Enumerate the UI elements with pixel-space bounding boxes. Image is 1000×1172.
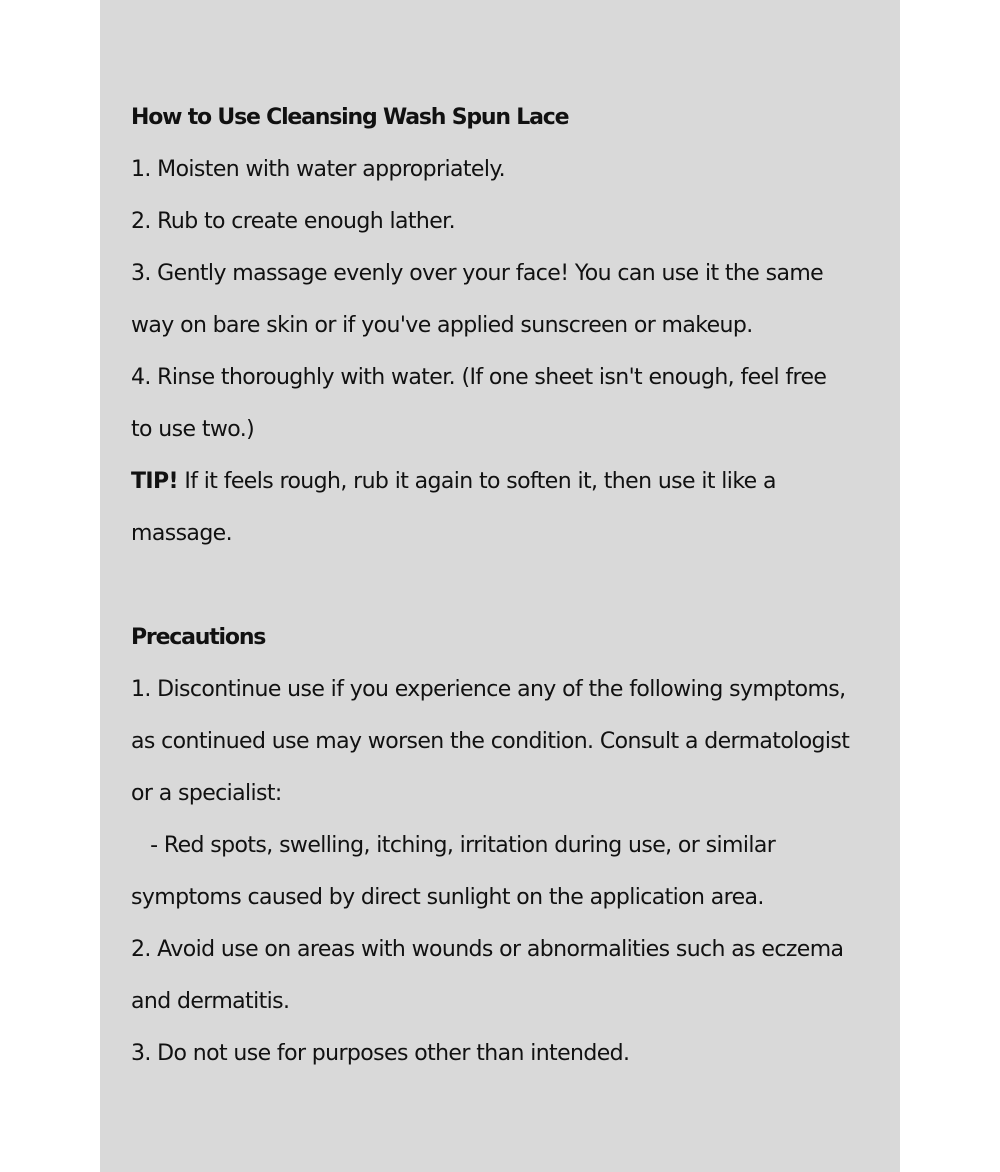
precautions-heading: Precautions [131,625,266,650]
precaution-line: and dermatitis. [131,989,290,1014]
how-to-use-step: way on bare skin or if you've applied sunscreen or makeup. [131,313,753,338]
precaution-line: 1. Discontinue use if you experience any of the following symptoms, [131,677,846,702]
tip-label: TIP! [131,469,178,494]
precaution-line: symptoms caused by direct sunlight on the application area. [131,885,764,910]
document-panel [100,0,900,1172]
precaution-line: - Red spots, swelling, itching, irritation during use, or similar [131,833,776,858]
how-to-use-step: 4. Rinse thoroughly with water. (If one sheet isn't enough, feel free [131,365,827,390]
how-to-use-step: 2. Rub to create enough lather. [131,209,455,234]
document-content [131,92,881,1080]
precaution-line: or a specialist: [131,781,282,806]
how-to-use-step: to use two.) [131,417,255,442]
tip-line [131,456,881,508]
how-to-use-step: 3. Gently massage evenly over your face! You can use it the same [131,261,824,286]
section-spacer [131,560,881,612]
tip-text: If it feels rough, rub it again to soften it, then use it like a [177,469,776,494]
precaution-line: 2. Avoid use on areas with wounds or abnormalities such as eczema [131,937,844,962]
how-to-use-heading: How to Use Cleansing Wash Spun Lace [131,105,569,130]
precaution-line: as continued use may worsen the condition. Consult a dermatologist [131,729,850,754]
how-to-use-step: 1. Moisten with water appropriately. [131,157,506,182]
tip-line-continued: massage. [131,521,233,546]
precaution-line: 3. Do not use for purposes other than intended. [131,1041,630,1066]
